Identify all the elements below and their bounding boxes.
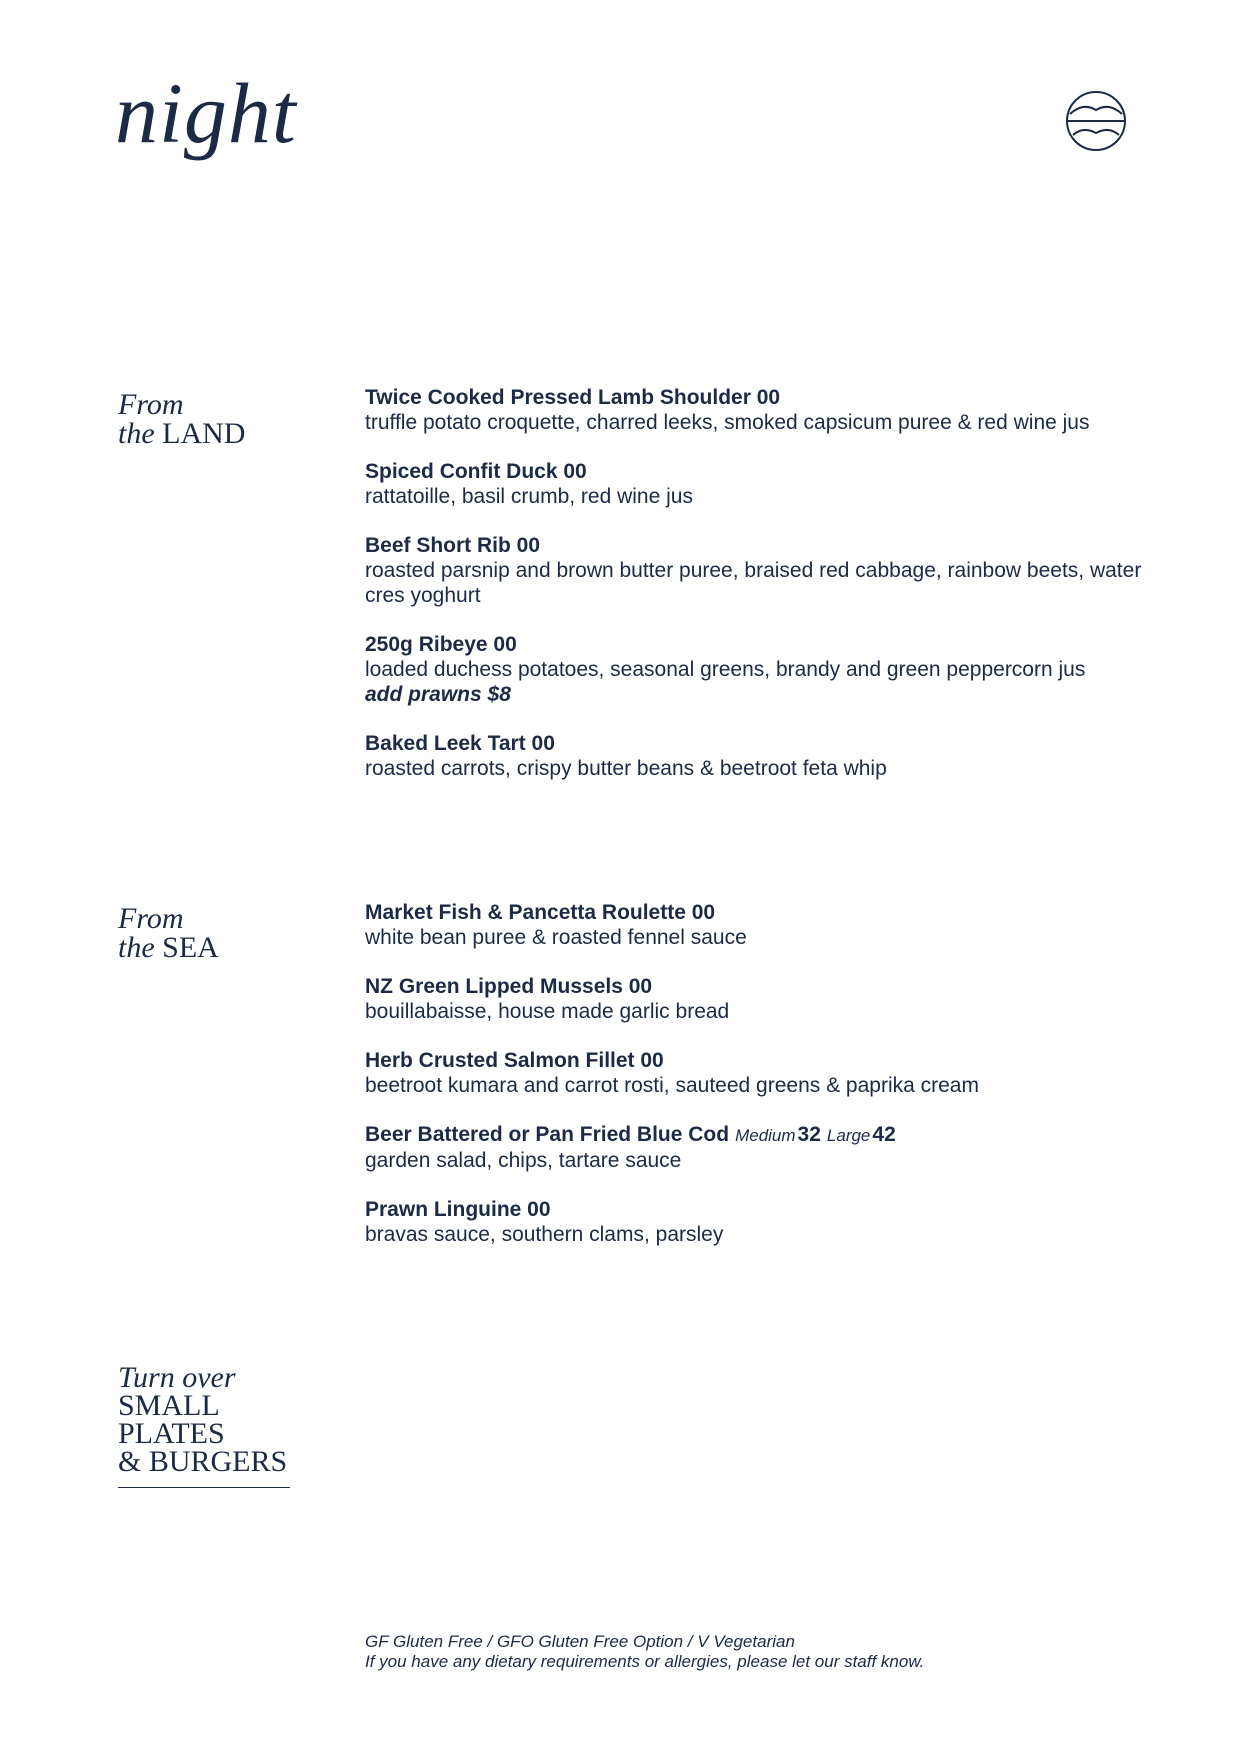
menu-item	[365, 1122, 1185, 1173]
item-desc: roasted parsnip and brown butter puree, braised red cabbage, rainbow beets, water cres yoghurt	[365, 559, 1142, 607]
item-name: Twice Cooked Pressed Lamb Shoulder 00	[365, 386, 781, 409]
item-name: 250g Ribeye 00	[365, 633, 517, 656]
section-label-line1: From	[118, 388, 184, 421]
item-name: NZ Green Lipped Mussels 00	[365, 975, 653, 998]
section-label-the: the	[118, 417, 155, 450]
item-desc: bouillabaisse, house made garlic bread	[365, 1000, 730, 1023]
item-name: Market Fish & Pancetta Roulette 00	[365, 901, 716, 924]
sea-items	[365, 900, 1185, 1271]
menu-item	[365, 974, 1185, 1024]
section-label-land	[118, 390, 245, 448]
turn-over-line3: PLATES	[118, 1417, 225, 1450]
menu-item	[365, 1197, 1185, 1247]
dietary-footer	[365, 1632, 924, 1672]
size-label-medium: Medium	[735, 1126, 796, 1145]
turn-over-line2: SMALL	[118, 1389, 220, 1422]
item-name: Beef Short Rib 00	[365, 534, 541, 557]
menu-item	[365, 632, 1185, 707]
land-items	[365, 385, 1185, 805]
item-name: Herb Crusted Salmon Fillet 00	[365, 1049, 664, 1072]
footer-allergy-note: If you have any dietary requirements or allergies, please let our staff know.	[365, 1652, 925, 1671]
item-note: add prawns $8	[365, 683, 511, 706]
item-name: Baked Leek Tart 00	[365, 732, 555, 755]
turn-over-line4: & BURGERS	[118, 1445, 288, 1478]
menu-item	[365, 533, 1185, 608]
turn-over-underline	[118, 1487, 290, 1488]
item-desc: loaded duchess potatoes, seasonal greens, brandy and green peppercorn jus	[365, 658, 1086, 681]
section-label-caps: SEA	[162, 931, 219, 964]
page-title: night	[115, 65, 297, 161]
section-label-sea	[118, 904, 219, 962]
menu-item	[365, 1048, 1185, 1098]
section-label-caps: LAND	[162, 417, 246, 450]
item-name-with-sizes	[365, 1122, 1185, 1148]
size-price-medium: 32	[797, 1123, 821, 1146]
item-name: Prawn Linguine 00	[365, 1198, 551, 1221]
turn-over-note	[118, 1361, 288, 1478]
item-desc: bravas sauce, southern clams, parsley	[365, 1223, 724, 1246]
turn-over-line1: Turn over	[118, 1361, 236, 1394]
menu-item	[365, 459, 1185, 509]
size-price-large: 42	[872, 1123, 896, 1146]
item-desc: white bean puree & roasted fennel sauce	[365, 926, 747, 949]
section-label-line1: From	[118, 902, 184, 935]
menu-item	[365, 385, 1185, 435]
wave-circle-logo-icon	[1065, 90, 1127, 152]
item-desc: rattatoille, basil crumb, red wine jus	[365, 485, 693, 508]
footer-legend: GF Gluten Free / GFO Gluten Free Option / V Vegetarian	[365, 1632, 795, 1651]
menu-item	[365, 900, 1185, 950]
menu-item	[365, 731, 1185, 781]
item-desc: beetroot kumara and carrot rosti, sauteed greens & paprika cream	[365, 1074, 979, 1097]
section-label-the: the	[118, 931, 155, 964]
item-desc: garden salad, chips, tartare sauce	[365, 1149, 682, 1172]
item-desc: roasted carrots, crispy butter beans & beetroot feta whip	[365, 757, 887, 780]
item-desc: truffle potato croquette, charred leeks, smoked capsicum puree & red wine jus	[365, 411, 1090, 434]
size-label-large: Large	[826, 1126, 871, 1145]
item-name: Spiced Confit Duck 00	[365, 460, 587, 483]
item-name: Beer Battered or Pan Fried Blue Cod	[365, 1123, 730, 1146]
